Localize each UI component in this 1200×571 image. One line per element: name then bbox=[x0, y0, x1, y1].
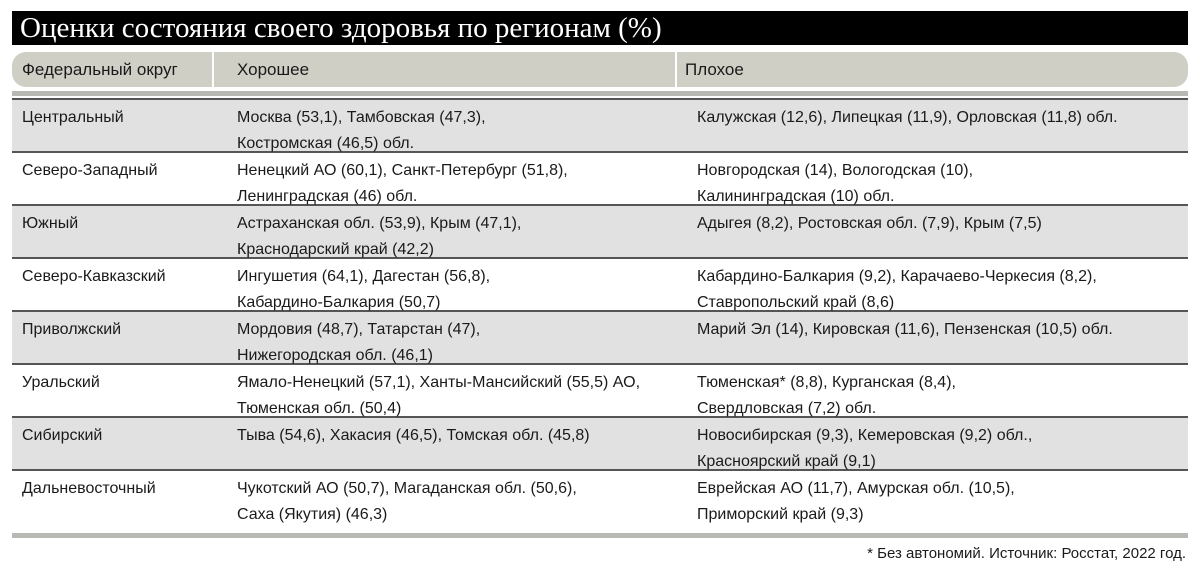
bad-cell bbox=[675, 418, 1188, 469]
table-row bbox=[12, 100, 1188, 153]
bad-cell bbox=[675, 153, 1188, 204]
bad-cell bbox=[675, 100, 1188, 151]
bad-line: Калужская (12,6), Липецкая (11,9), Орловская (11,8) обл. bbox=[697, 109, 1118, 126]
table-title: Оценки состояния своего здоровья по регионам (%) bbox=[12, 11, 1188, 45]
good-line: Краснодарский край (42,2) bbox=[237, 241, 434, 258]
bad-line: Калининградская (10) обл. bbox=[697, 188, 895, 205]
table-row bbox=[12, 312, 1188, 365]
bad-cell bbox=[675, 259, 1188, 310]
table-row bbox=[12, 206, 1188, 259]
good-line: Ямало-Ненецкий (57,1), Ханты-Мансийский (55,5) АО, bbox=[237, 374, 641, 391]
good-line: Саха (Якутия) (46,3) bbox=[237, 506, 388, 523]
bad-line: Адыгея (8,2), Ростовская обл. (7,9), Крым (7,5) bbox=[697, 215, 1042, 232]
good-cell bbox=[212, 471, 675, 522]
header-divider bbox=[12, 91, 1188, 96]
table-row bbox=[12, 418, 1188, 471]
good-cell bbox=[212, 100, 675, 151]
district-cell: Центральный bbox=[22, 109, 124, 126]
bad-line: Ставропольский край (8,6) bbox=[697, 294, 895, 311]
good-cell bbox=[212, 259, 675, 310]
table-header bbox=[12, 52, 1188, 87]
table-bottom-divider bbox=[12, 533, 1188, 538]
district-cell: Северо-Кавказский bbox=[22, 268, 166, 285]
column-header-good: Хорошее bbox=[214, 52, 675, 87]
table-body bbox=[12, 100, 1188, 522]
good-line: Кабардино-Балкария (50,7) bbox=[237, 294, 441, 311]
district-cell: Приволжский bbox=[22, 321, 122, 338]
bad-cell bbox=[675, 206, 1188, 257]
bad-cell bbox=[675, 365, 1188, 416]
bad-line: Кабардино-Балкария (9,2), Карачаево-Черкесия (8,2), bbox=[697, 268, 1097, 285]
good-cell bbox=[212, 365, 675, 416]
column-header-bad: Плохое bbox=[677, 52, 1188, 87]
good-line: Мордовия (48,7), Татарстан (47), bbox=[237, 321, 481, 338]
bad-line: Марий Эл (14), Кировская (11,6), Пензенская (10,5) обл. bbox=[697, 321, 1113, 338]
district-cell: Сибирский bbox=[22, 427, 103, 444]
bad-line: Новосибирская (9,3), Кемеровская (9,2) обл., bbox=[697, 427, 1033, 444]
table-row bbox=[12, 365, 1188, 418]
footnote: * Без автономий. Источник: Росстат, 2022 год. bbox=[867, 545, 1186, 562]
good-line: Ингушетия (64,1), Дагестан (56,8), bbox=[237, 268, 491, 285]
good-line: Москва (53,1), Тамбовская (47,3), bbox=[237, 109, 486, 126]
good-line: Нижегородская обл. (46,1) bbox=[237, 347, 433, 364]
bad-cell bbox=[675, 312, 1188, 363]
good-cell bbox=[212, 206, 675, 257]
bad-line: Приморский край (9,3) bbox=[697, 506, 864, 523]
good-cell bbox=[212, 312, 675, 363]
bad-line: Свердловская (7,2) обл. bbox=[697, 400, 877, 417]
column-header-district: Федеральный округ bbox=[12, 52, 212, 87]
good-line: Костромская (46,5) обл. bbox=[237, 135, 415, 152]
district-cell: Дальневосточный bbox=[22, 480, 156, 497]
bad-line: Новгородская (14), Вологодская (10), bbox=[697, 162, 974, 179]
bad-line: Тюменская* (8,8), Курганская (8,4), bbox=[697, 374, 956, 391]
bad-line: Красноярский край (9,1) bbox=[697, 453, 876, 470]
district-cell: Южный bbox=[22, 215, 79, 232]
good-cell bbox=[212, 153, 675, 204]
district-cell: Уральский bbox=[22, 374, 100, 391]
table-row bbox=[12, 259, 1188, 312]
good-line: Астраханская обл. (53,9), Крым (47,1), bbox=[237, 215, 522, 232]
good-cell bbox=[212, 418, 675, 469]
district-cell: Северо-Западный bbox=[22, 162, 158, 179]
good-line: Ленинградская (46) обл. bbox=[237, 188, 418, 205]
good-line: Тыва (54,6), Хакасия (46,5), Томская обл. (45,8) bbox=[237, 427, 590, 444]
table-row bbox=[12, 153, 1188, 206]
good-line: Тюменская обл. (50,4) bbox=[237, 400, 402, 417]
good-line: Ненецкий АО (60,1), Санкт-Петербург (51,8), bbox=[237, 162, 568, 179]
bad-line: Еврейская АО (11,7), Амурская обл. (10,5), bbox=[697, 480, 1015, 497]
bad-cell bbox=[675, 471, 1188, 522]
good-line: Чукотский АО (50,7), Магаданская обл. (50,6), bbox=[237, 480, 577, 497]
table-row bbox=[12, 471, 1188, 522]
